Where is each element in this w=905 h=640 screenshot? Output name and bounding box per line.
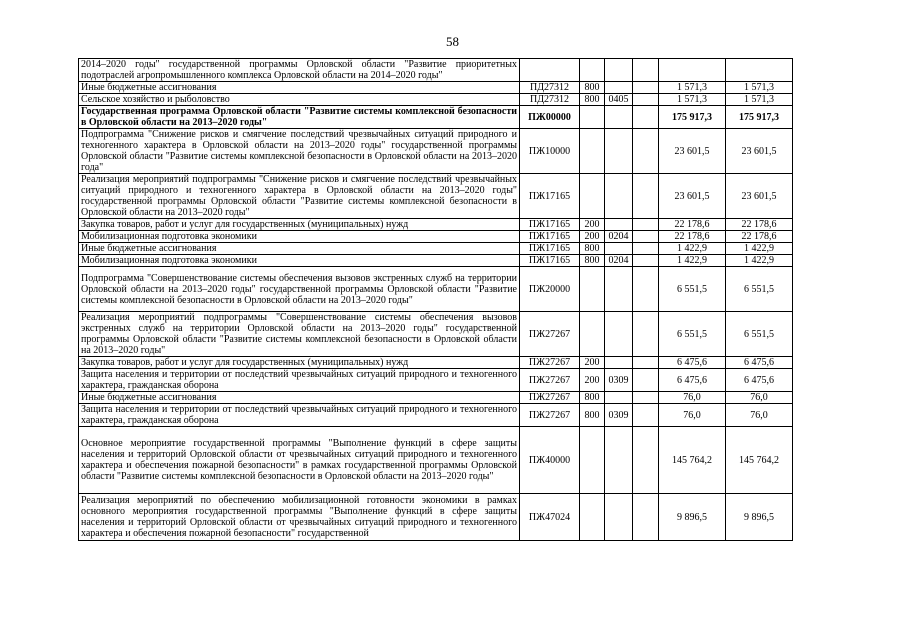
section-code xyxy=(605,243,633,255)
amount-federal-regional: 1 422,9 xyxy=(726,255,793,267)
table-row xyxy=(79,267,793,312)
amount-federal-regional: 22 178,6 xyxy=(726,231,793,243)
subsection-cell xyxy=(633,312,659,357)
section-code xyxy=(605,312,633,357)
expense-type: 800 xyxy=(580,82,605,94)
amount-federal-regional: 1 422,9 xyxy=(726,243,793,255)
section-code: 0309 xyxy=(605,369,633,392)
subsection-cell xyxy=(633,494,659,541)
target-article-code: ПЖ27267 xyxy=(520,369,580,392)
target-article-code: ПЖ17165 xyxy=(520,255,580,267)
row-name: Закупка товаров, работ и услуг для государственных (муниципальных) нужд xyxy=(79,219,520,231)
section-code xyxy=(605,357,633,369)
amount-total: 76,0 xyxy=(659,404,726,427)
subsection-cell xyxy=(633,427,659,494)
section-code xyxy=(605,129,633,174)
row-name: Иные бюджетные ассигнования xyxy=(79,82,520,94)
section-code xyxy=(605,427,633,494)
section-code xyxy=(605,494,633,541)
amount-federal-regional: 76,0 xyxy=(726,404,793,427)
row-name: Мобилизационная подготовка экономики xyxy=(79,255,520,267)
row-name: Основное мероприятие государственной программы "Выполнение функций в сфере защиты населения и территорий Орловской области от чрезвычайных ситуаций природного и техногенного характера и обеспечения пожарной безопасности" в рамках государственной программы Орловской области "Развитие системы комплексной безопасности в Орловской области на 2013–2020 годы" xyxy=(79,427,520,494)
target-article-code: ПЖ00000 xyxy=(520,106,580,129)
row-name: Мобилизационная подготовка экономики xyxy=(79,231,520,243)
amount-total: 145 764,2 xyxy=(659,427,726,494)
row-name: Сельское хозяйство и рыболовство xyxy=(79,94,520,106)
subsection-cell xyxy=(633,174,659,219)
amount-federal-regional: 6 551,5 xyxy=(726,267,793,312)
target-article-code: ПЖ20000 xyxy=(520,267,580,312)
table-row xyxy=(79,219,793,231)
amount-total: 1 571,3 xyxy=(659,82,726,94)
subsection-cell xyxy=(633,106,659,129)
amount-total: 6 475,6 xyxy=(659,369,726,392)
subsection-cell xyxy=(633,59,659,82)
amount-total: 6 475,6 xyxy=(659,357,726,369)
section-code: 0204 xyxy=(605,231,633,243)
amount-federal-regional: 23 601,5 xyxy=(726,129,793,174)
amount-total: 22 178,6 xyxy=(659,219,726,231)
expense-type: 200 xyxy=(580,231,605,243)
subsection-cell xyxy=(633,255,659,267)
target-article-code: ПЖ17165 xyxy=(520,219,580,231)
section-code xyxy=(605,59,633,82)
table-row xyxy=(79,404,793,427)
target-article-code: ПД27312 xyxy=(520,94,580,106)
table-row xyxy=(79,174,793,219)
subsection-cell xyxy=(633,267,659,312)
amount-federal-regional: 145 764,2 xyxy=(726,427,793,494)
expense-type xyxy=(580,174,605,219)
amount-total xyxy=(659,59,726,82)
target-article-code: ПЖ27267 xyxy=(520,312,580,357)
table-row xyxy=(79,59,793,82)
expense-type xyxy=(580,129,605,174)
subsection-cell xyxy=(633,129,659,174)
amount-total: 6 551,5 xyxy=(659,267,726,312)
table-row xyxy=(79,106,793,129)
amount-total: 6 551,5 xyxy=(659,312,726,357)
amount-federal-regional xyxy=(726,59,793,82)
amount-total: 1 422,9 xyxy=(659,243,726,255)
table-row xyxy=(79,94,793,106)
row-name: Иные бюджетные ассигнования xyxy=(79,392,520,404)
expense-type: 200 xyxy=(580,219,605,231)
amount-total: 1 422,9 xyxy=(659,255,726,267)
expense-type: 200 xyxy=(580,357,605,369)
table-row xyxy=(79,255,793,267)
row-name: Государственная программа Орловской области "Развитие системы комплексной безопасности в Орловской области на 2013–2020 годы" xyxy=(79,106,520,129)
expense-type: 800 xyxy=(580,255,605,267)
target-article-code: ПЖ27267 xyxy=(520,357,580,369)
table-row xyxy=(79,369,793,392)
target-article-code: ПЖ27267 xyxy=(520,404,580,427)
expense-type xyxy=(580,267,605,312)
target-article-code: ПЖ17165 xyxy=(520,243,580,255)
table-row xyxy=(79,129,793,174)
row-name: Подпрограмма "Совершенствование системы обеспечения вызовов экстренных служб на территории Орловской области на 2013–2020 годы" государственной программы Орловской области "Развитие системы комплексной безопасности в Орловской области на 2013–2020 годы" xyxy=(79,267,520,312)
amount-federal-regional: 6 551,5 xyxy=(726,312,793,357)
row-name: Защита населения и территории от последствий чрезвычайных ситуаций природного и техногенного характера, гражданская оборона xyxy=(79,369,520,392)
target-article-code xyxy=(520,59,580,82)
amount-total: 23 601,5 xyxy=(659,129,726,174)
table-row xyxy=(79,312,793,357)
amount-federal-regional: 22 178,6 xyxy=(726,219,793,231)
amount-federal-regional: 175 917,3 xyxy=(726,106,793,129)
subsection-cell xyxy=(633,369,659,392)
expense-type xyxy=(580,427,605,494)
row-name: Закупка товаров, работ и услуг для государственных (муниципальных) нужд xyxy=(79,357,520,369)
row-name: Иные бюджетные ассигнования xyxy=(79,243,520,255)
subsection-cell xyxy=(633,82,659,94)
amount-federal-regional: 1 571,3 xyxy=(726,82,793,94)
expense-type: 200 xyxy=(580,369,605,392)
target-article-code: ПД27312 xyxy=(520,82,580,94)
subsection-cell xyxy=(633,231,659,243)
target-article-code: ПЖ27267 xyxy=(520,392,580,404)
subsection-cell xyxy=(633,219,659,231)
amount-total: 23 601,5 xyxy=(659,174,726,219)
expense-type xyxy=(580,494,605,541)
section-code xyxy=(605,174,633,219)
expense-type xyxy=(580,106,605,129)
section-code: 0405 xyxy=(605,94,633,106)
expense-type: 800 xyxy=(580,94,605,106)
subsection-cell xyxy=(633,392,659,404)
table-row xyxy=(79,494,793,541)
amount-total: 76,0 xyxy=(659,392,726,404)
section-code: 0309 xyxy=(605,404,633,427)
table-row xyxy=(79,243,793,255)
amount-federal-regional: 9 896,5 xyxy=(726,494,793,541)
expense-type: 800 xyxy=(580,392,605,404)
expense-type: 800 xyxy=(580,404,605,427)
section-code xyxy=(605,267,633,312)
budget-table xyxy=(78,58,793,541)
row-name: Защита населения и территории от последствий чрезвычайных ситуаций природного и техногенного характера, гражданская оборона xyxy=(79,404,520,427)
subsection-cell xyxy=(633,404,659,427)
section-code: 0204 xyxy=(605,255,633,267)
target-article-code: ПЖ40000 xyxy=(520,427,580,494)
subsection-cell xyxy=(633,357,659,369)
section-code xyxy=(605,219,633,231)
row-name: Подпрограмма "Снижение рисков и смягчение последствий чрезвычайных ситуаций природного и техногенного характера в Орловской области на 2013–2020 годы" государственной программы Орловской области "Развитие системы комплексной безопасности в Орловской области на 2013–2020 года" xyxy=(79,129,520,174)
expense-type xyxy=(580,59,605,82)
subsection-cell xyxy=(633,243,659,255)
target-article-code: ПЖ17165 xyxy=(520,231,580,243)
row-name: Реализация мероприятий подпрограммы "Совершенствование системы обеспечения вызовов экстренных служб на территории Орловской области на 2013–2020 годы" государственной программы Орловской области "Развитие системы комплексной безопасности в Орловской области на 2013–2020 годы" xyxy=(79,312,520,357)
table-row xyxy=(79,357,793,369)
amount-federal-regional: 1 571,3 xyxy=(726,94,793,106)
table-row xyxy=(79,427,793,494)
table-row xyxy=(79,82,793,94)
table-body xyxy=(79,59,793,541)
amount-federal-regional: 76,0 xyxy=(726,392,793,404)
target-article-code: ПЖ10000 xyxy=(520,129,580,174)
expense-type: 800 xyxy=(580,243,605,255)
target-article-code: ПЖ17165 xyxy=(520,174,580,219)
table-row xyxy=(79,231,793,243)
row-name: Реализация мероприятий по обеспечению мобилизационной готовности экономики в рамках основного мероприятия государственной программы "Выполнение функций в сфере защиты населения и территорий Орловской области от чрезвычайных ситуаций природного и техногенного характера и обеспечения пожарной безопасности" государственной xyxy=(79,494,520,541)
amount-total: 9 896,5 xyxy=(659,494,726,541)
section-code xyxy=(605,392,633,404)
row-name: Реализация мероприятий подпрограммы "Снижение рисков и смягчение последствий чрезвычайных ситуаций природного и техногенного характера в Орловской области на 2013–2020 годы" государственной программы Орловской области "Развитие системы комплексной безопасности в Орловской области на 2013–2020 годы" xyxy=(79,174,520,219)
row-name: 2014–2020 годы" государственной программы Орловской области "Развитие приоритетных подотраслей агропромышленного комплекса Орловской области на 2014–2020 годы" xyxy=(79,59,520,82)
expense-type xyxy=(580,312,605,357)
section-code xyxy=(605,82,633,94)
amount-federal-regional: 6 475,6 xyxy=(726,369,793,392)
subsection-cell xyxy=(633,94,659,106)
section-code xyxy=(605,106,633,129)
amount-federal-regional: 6 475,6 xyxy=(726,357,793,369)
target-article-code: ПЖ47024 xyxy=(520,494,580,541)
amount-total: 22 178,6 xyxy=(659,231,726,243)
amount-federal-regional: 23 601,5 xyxy=(726,174,793,219)
table-row xyxy=(79,392,793,404)
amount-total: 175 917,3 xyxy=(659,106,726,129)
amount-total: 1 571,3 xyxy=(659,94,726,106)
page-number: 58 xyxy=(446,34,459,49)
